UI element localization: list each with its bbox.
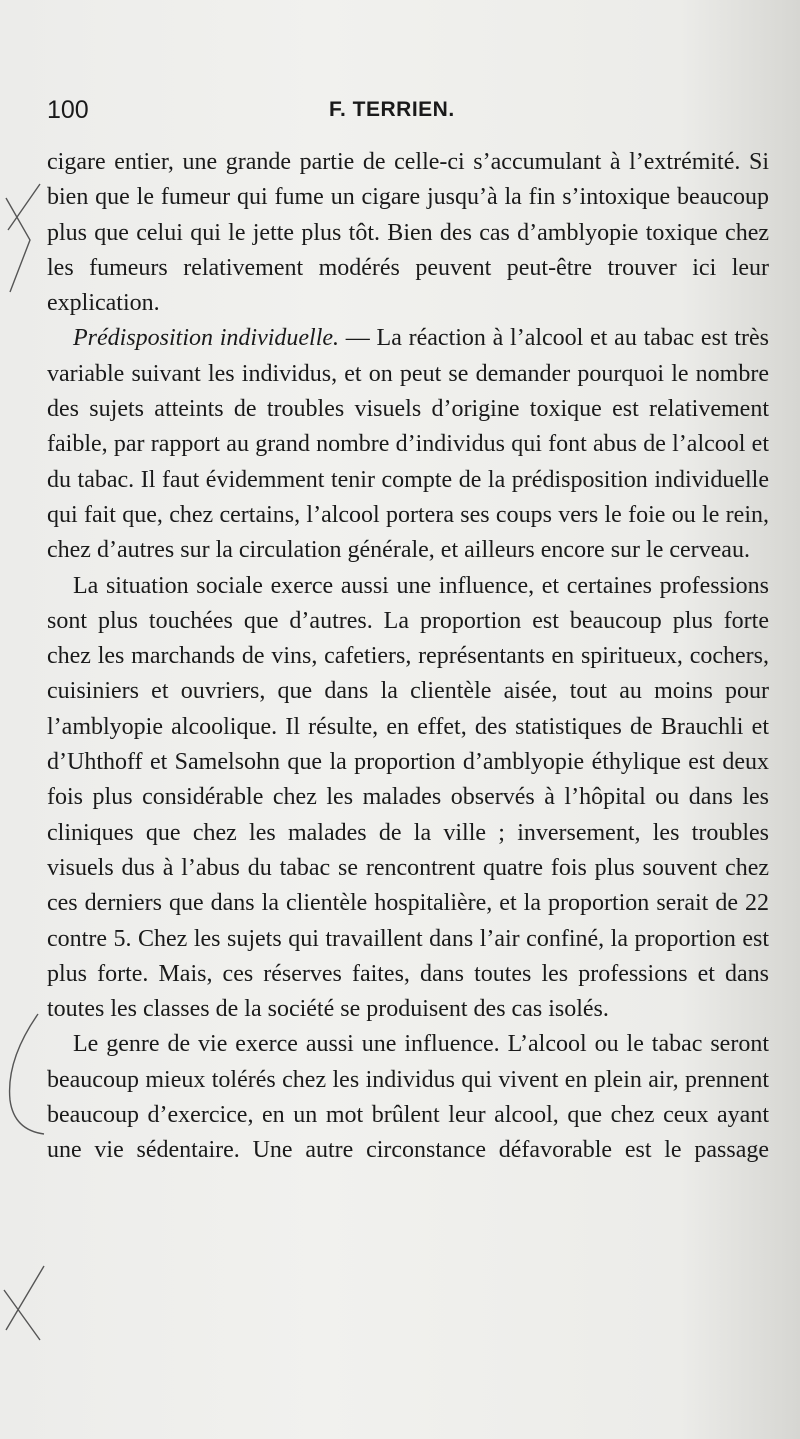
paragraph-3: La situation sociale exerce aussi une influence, et certaines professions sont plus touchées que d’autres. La proportion est beaucoup plus forte chez les marchands de vins, cafetiers, représentants en spiritueux, cochers, cuisiniers et ouvriers, que dans la clientèle aisée, tout au moins pour l’amblyopie alcoolique. Il résulte, en effet, des statistiques de Brauchli et d’Uhthoff et Samelsohn que la proportion d’amblyopie éthylique est deux fois plus considérable chez les malades observés à l’hôpital ou dans les cliniques que chez les malades de la ville ; inversement, les troubles visuels dus à l’abus du tabac se rencontrent quatre fois plus souvent chez ces derniers que dans la clientèle hospitalière, et la proportion serait de 22 contre 5. Chez les sujets qui travaillent dans l’air confiné, la proportion est plus forte. Mais, ces réserves faites, dans toutes les professions et dans toutes les classes de la société se produisent des cas isolés. [47, 572, 769, 1023]
page-header [47, 96, 740, 130]
section-heading-italic: Prédisposition individuelle. [73, 325, 340, 352]
paragraph-4: Le genre de vie exerce aussi une influence. L’alcool ou le tabac seront beaucoup mieux tolérés chez les individus qui vivent en plein air, prennent beaucoup d’exercice, en un mot brûlent leur alcool, que chez ceux ayant une vie sédentaire. Une autre circonstance défavorable est le passage [47, 1031, 769, 1164]
page-number: 100 [47, 96, 89, 124]
paragraph-2 [47, 321, 769, 568]
pencil-bracket-mark-middle [0, 1010, 50, 1140]
body-text [47, 145, 769, 1169]
running-head: F. TERRIEN. [329, 98, 455, 121]
paragraph-1: cigare entier, une grande partie de celle-ci s’accumulant à l’extrémité. Si bien que le fumeur qui fume un cigare jusqu’à la fin s’intoxique beaucoup plus que celui qui le jette plus tôt. Bien des cas d’amblyopie toxique chez les fumeurs relativement modérés peuvent peut-être trouver ici leur explication. [47, 149, 769, 317]
pencil-bracket-mark-top [0, 180, 50, 300]
paragraph-2-body: — La réaction à l’alcool et au tabac est très variable suivant les individus, et on peut se demander pourquoi le nombre des sujets atteints de troubles visuels d’origine toxique est relativement faible, par rapport au grand nombre d’individus qui font abus de l’alcool et du tabac. Il faut évidemment tenir compte de la prédisposition individuelle qui fait que, chez certains, l’alcool portera ses coups vers le foie ou le rein, chez d’autres sur la circulation générale, et ailleurs encore sur le cerveau. [47, 325, 769, 564]
pencil-cross-mark-bottom [0, 1260, 50, 1360]
